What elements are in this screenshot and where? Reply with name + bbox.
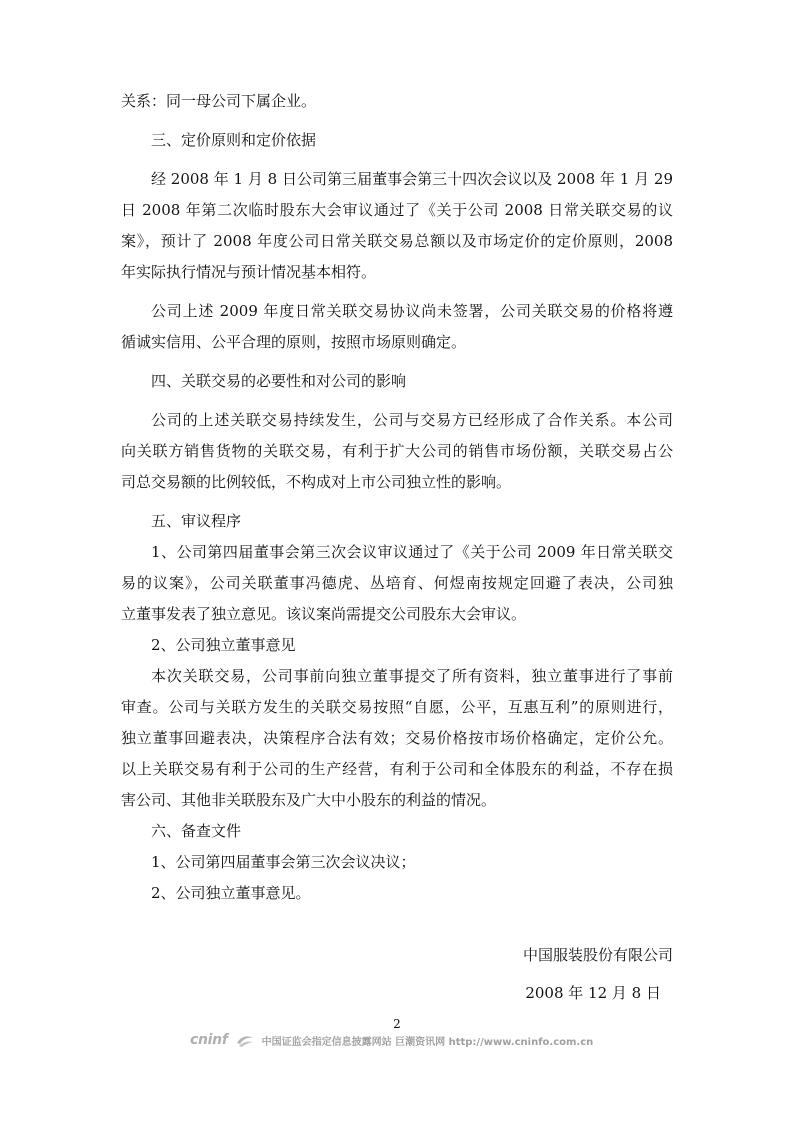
- paragraph-line: 案》，预计了 2008 年度公司日常关联交易总额以及市场定价的定价原则，2008: [121, 232, 673, 250]
- paragraph-line: 公司上述 2009 年度日常关联交易协议尚未签署，公司关联交易的价格将遵: [151, 302, 673, 320]
- paragraph-line: 循诚实信用、公平合理的原则，按照市场原则确定。: [121, 333, 467, 351]
- paragraph-line: 司总交易额的比例较低，不构成对上市公司独立性的影响。: [121, 473, 512, 491]
- page-number: 2: [393, 1017, 401, 1031]
- paragraph-line: 日 2008 年第二次临时股东大会审议通过了《关于公司 2008 日常关联交易的议: [121, 201, 673, 219]
- cninfo-logo-text: cninf: [190, 1032, 228, 1048]
- section-heading: 三、定价原则和定价依据: [151, 131, 317, 149]
- paragraph-line: 审查。公司与关联方发生的关联交易按照“自愿，公平，互惠互利”的原则进行，: [121, 698, 673, 716]
- cninfo-footer: [190, 1031, 593, 1049]
- signature-date: 2008 年 12 月 8 日: [525, 984, 661, 1002]
- section-heading: 六、备查文件: [151, 822, 242, 840]
- section-heading: 四、关联交易的必要性和对公司的影响: [151, 372, 407, 390]
- paragraph-line: 关系：同一母公司下属企业。: [121, 92, 317, 110]
- list-item: 2、公司独立董事意见。: [151, 884, 311, 902]
- section-heading: 五、审议程序: [151, 512, 242, 530]
- paragraph-line: 独立董事回避表决，决策程序合法有效；交易价格按市场价格确定，定价公允。: [121, 729, 673, 747]
- paragraph-line: 年实际执行情况与预计情况基本相符。: [121, 263, 377, 281]
- paragraph-line: 向关联方销售货物的关联交易，有利于扩大公司的销售市场份额，关联交易占公: [121, 442, 673, 460]
- paragraph-line: 易的议案》，公司关联董事冯德虎、丛培育、何煜南按规定回避了表决，公司独: [121, 574, 673, 592]
- paragraph-line: 1、公司第四届董事会第三次会议审议通过了《关于公司 2009 年日常关联交: [151, 543, 673, 561]
- subsection-heading: 2、公司独立董事意见: [151, 636, 296, 654]
- paragraph-line: 经 2008 年 1 月 8 日公司第三届董事会第三十四次会议以及 2008 年 1 月 29: [151, 170, 673, 188]
- paragraph-line: 本次关联交易，公司事前向独立董事提交了所有资料，独立董事进行了事前: [151, 667, 673, 685]
- footer-description: 中国证监会指定信息披露网站 巨潮资讯网 http://www.cninfo.com.cn: [261, 1036, 594, 1048]
- paragraph-line: 以上关联交易有利于公司的生产经营，有利于公司和全体股东的利益，不存在损: [121, 760, 673, 778]
- signature-company: 中国服装股份有限公司: [522, 946, 673, 964]
- cninfo-swoosh-icon: [236, 1033, 254, 1047]
- paragraph-line: 立董事发表了独立意见。该议案尚需提交公司股东大会审议。: [121, 605, 527, 623]
- paragraph-line: 害公司、其他非关联股东及广大中小股东的利益的情况。: [121, 791, 497, 809]
- list-item: 1、公司第四届董事会第三次会议决议；: [151, 853, 416, 871]
- paragraph-line: 公司的上述关联交易持续发生，公司与交易方已经形成了合作关系。本公司: [151, 411, 673, 429]
